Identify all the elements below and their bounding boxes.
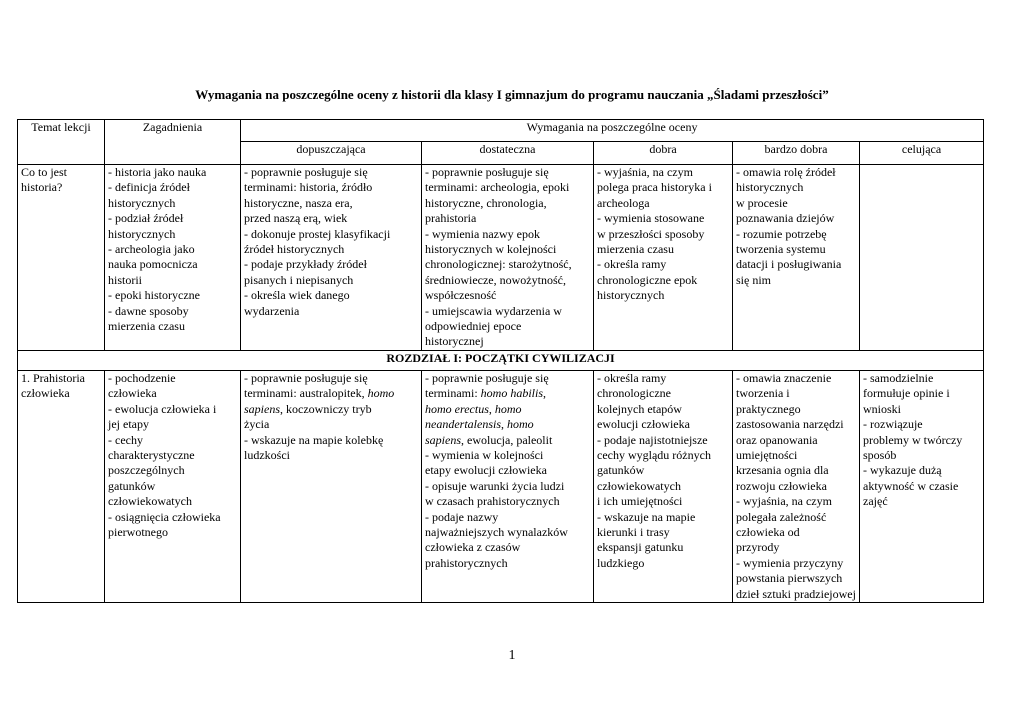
cell-grade-dostateczna — [422, 165, 594, 351]
cell-topic — [18, 370, 105, 602]
cell-text: - omawia znaczenie tworzenia i praktycznego zastosowania narzędzi oraz opanowania umiejętności krzesania ognia dla rozwoju człowieka - wyjaśnia, na czym polegała zależność człowieka od przyrody - wymienia przyczyny powstania pierwszych dzieł sztuki pradziejowej — [736, 370, 856, 601]
cell-text: - poprawnie posługuje się terminami: archeologia, epoki historyczne, chronologia, prahistoria - wymienia nazwy epok historycznych w kolejności chronologicznej: starożytność, średniowiecze, nowożytność, współczesność - umiejscawia wydarzenia w odpowiedniej epoce historycznej — [425, 165, 572, 349]
text-run: , — [501, 417, 507, 432]
header-row — [18, 120, 984, 142]
cell-topic — [18, 165, 105, 351]
header-grade-bardzo-dobra: bardzo dobra — [733, 142, 860, 165]
cell-grade-celujaca — [860, 165, 984, 351]
text-run: - poprawnie posługuje się terminami: — [425, 370, 549, 401]
latin-term: homo sapiens — [425, 417, 534, 447]
cell-text — [244, 371, 418, 463]
cell-grade-dopuszczajaca — [241, 165, 422, 351]
cell-text: - poprawnie posługuje się terminami: historia, źródło historyczne, nasza era, przed naszą erą, wiek - dokonuje prostej klasyfikacji źródeł historycznych - podaje przykłady źródeł pisanych i niepisanych - określa wiek danego wydarzenia — [244, 165, 391, 318]
text-run: , koczowniczy tryb życia - wskazuje na mapie kolebkę ludzkości — [244, 401, 384, 462]
document-title: Wymagania na poszczególne oceny z historii dla klasy I gimnazjum do programu nauczania „Śladami przeszłości” — [195, 87, 829, 102]
latin-term: homo habilis — [480, 386, 543, 401]
page-number: 1 — [508, 648, 516, 663]
cell-issues — [105, 165, 241, 351]
cell-text: Co to jest historia? — [21, 165, 68, 195]
table-row — [18, 370, 984, 602]
cell-text — [425, 371, 590, 571]
header-issues: Zagadnienia — [105, 120, 241, 165]
cell-text: - pochodzenie człowieka - ewolucja człowieka i jej etapy - cechy charakterystyczne poszczególnych gatunków człowiekowatych - osiągnięcia człowieka pierwotnego — [108, 370, 221, 539]
cell-text: - omawia rolę źródeł historycznych w procesie poznawania dziejów - rozumie potrzebę tworzenia systemu datacji i posługiwania się nim — [736, 165, 842, 287]
cell-grade-dobra — [594, 370, 733, 602]
cell-grade-celujaca — [860, 370, 984, 602]
cell-text: 1. Prahistoria człowieka — [21, 370, 85, 401]
latin-term: homo sapiens — [244, 386, 395, 416]
section-row — [18, 350, 984, 370]
cell-text: - historia jako nauka - definicja źródeł historycznych - podział źródeł historycznych - archeologia jako nauka pomocnicza historii - epoki historyczne - dawne sposoby mierzenia czasu — [108, 165, 207, 334]
cell-grade-dobra — [594, 165, 733, 351]
header-requirements: Wymagania na poszczególne oceny — [241, 120, 984, 142]
cell-grade-bardzo-dobra — [733, 370, 860, 602]
cell-text: - samodzielnie formułuje opinie i wnioski - rozwiązuje problemy w twórczy sposób - wykazuje dużą aktywność w czasie zajęć — [863, 370, 963, 509]
cell-text: - wyjaśnia, na czym polega praca historyka i archeologa - wymienia stosowane w przeszłości sposoby mierzenia czasu - określa ramy chronologiczne epok historycznych — [597, 165, 712, 303]
cell-grade-dostateczna — [422, 370, 594, 602]
cell-grade-dopuszczajaca — [241, 370, 422, 602]
header-grade-dostateczna: dostateczna — [422, 142, 594, 165]
header-grade-dopuszczajaca: dopuszczająca — [241, 142, 422, 165]
section-title: ROZDZIAŁ I: POCZĄTKI CYWILIZACJI — [18, 350, 984, 370]
latin-term: homo neandertalensis — [425, 401, 522, 432]
requirements-table — [17, 119, 984, 603]
header-topic: Temat lekcji — [18, 120, 105, 165]
table-row — [18, 165, 984, 351]
text-run: , — [543, 386, 546, 401]
header-grade-celujaca: celująca — [860, 142, 984, 165]
latin-term: homo erectus — [425, 401, 489, 416]
text-run: - poprawnie posługuje się terminami: australopitek, — [244, 370, 368, 401]
text-run: , ewolucja, paleolit - wymienia w kolejności etapy ewolucji człowieka - opisuje warunki życia ludzi w czasach prahistorycznych - podaje nazwy najważniejszych wynalazków człowieka z czasów prahistorycznych — [425, 432, 568, 570]
cell-grade-bardzo-dobra — [733, 165, 860, 351]
cell-text: - określa ramy chronologiczne kolejnych etapów ewolucji człowieka - podaje najistotniejsze cechy wyglądu różnych gatunków człowiekowatych i ich umiejętności - wskazuje na mapie kierunki i trasy ekspansji gatunku ludzkiego — [597, 370, 711, 570]
text-run: , — [488, 401, 495, 416]
cell-issues — [105, 370, 241, 602]
header-grade-dobra: dobra — [594, 142, 733, 165]
